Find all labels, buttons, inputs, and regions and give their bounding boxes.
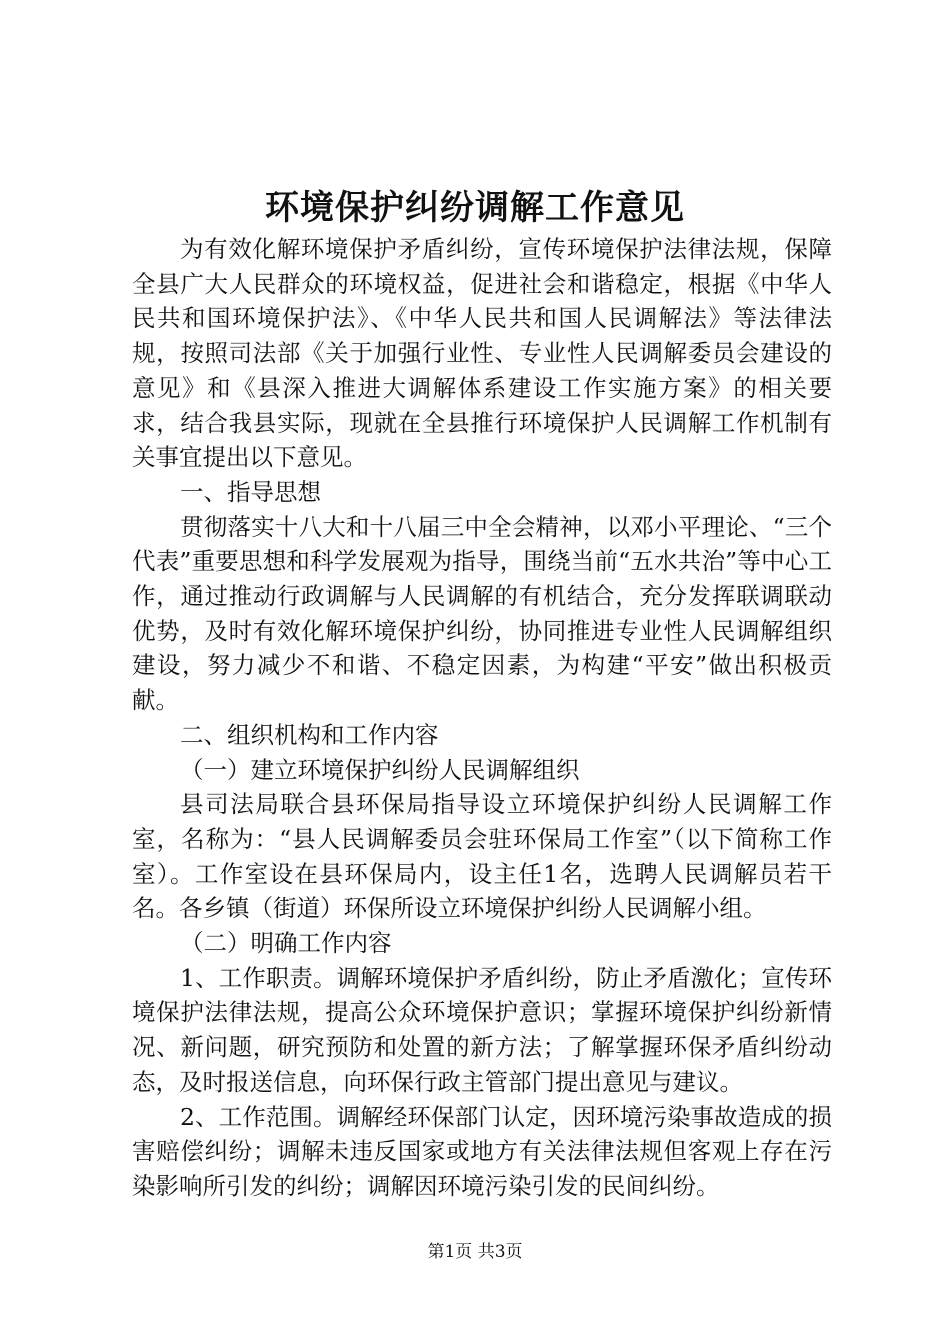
guiding-paragraph: 贯彻落实十八大和十八届三中全会精神，以邓小平理论、“三个代表”重要思想和科学发展观为指导，围绕当前“五水共治”等中心工作，通过推动行政调解与人民调解的有机结合，充分发挥联调联动优势，及时有效化解环境保护纠纷，协同推进专业性人民调解组织建设，努力减少不和谐、不稳定因素，为构建“平安”做出积极贡献。: [132, 512, 832, 715]
scope-paragraph: 2、工作范围。调解经环保部门认定，因环境污染事故造成的损害赔偿纠纷；调解未违反国家或地方有关法律法规但客观上存在污染影响所引发的纠纷；调解因环境污染引发的民间纠纷。: [132, 1102, 832, 1200]
subsection-heading-1: （一）建立环境保护纠纷人民调解组织: [180, 755, 580, 784]
intro-paragraph: 为有效化解环境保护矛盾纠纷，宣传环境保护法律法规，保障全县广大人民群众的环境权益，促进社会和谐稳定，根据《中华人民共和国环境保护法》、《中华人民共和国人民调解法》等法律法规，按照司法部《关于加强行业性、专业性人民调解委员会建设的意见》和《县深入推进大调解体系建设工作实施方案》的相关要求，结合我县实际，现就在全县推行环境保护人民调解工作机制有关事宜提出以下意见。: [132, 235, 832, 472]
section-heading-1: 一、指导思想: [180, 477, 321, 506]
document-title: 环境保护纠纷调解工作意见: [265, 188, 685, 228]
page-footer: 第1页 共3页: [427, 1242, 523, 1262]
organization-paragraph: 县司法局联合县环保局指导设立环境保护纠纷人民调解工作室，名称为：“县人民调解委员会驻环保局工作室”（以下简称工作室）。工作室设在县环保局内，设主任1名，选聘人民调解员若干名。各乡镇（街道）环保所设立环境保护纠纷人民调解小组。: [132, 790, 832, 923]
section-heading-2: 二、组织机构和工作内容: [180, 720, 439, 749]
subsection-heading-2: （二）明确工作内容: [180, 929, 392, 958]
duties-paragraph: 1、工作职责。调解环境保护矛盾纠纷，防止矛盾激化；宣传环境保护法律法规，提高公众环境保护意识；掌握环境保护纠纷新情况、新问题，研究预防和处置的新方法；了解掌握环保矛盾纠纷动态，及时报送信息，向环保行政主管部门提出意见与建议。: [132, 963, 832, 1096]
document-body: [132, 232, 832, 1204]
